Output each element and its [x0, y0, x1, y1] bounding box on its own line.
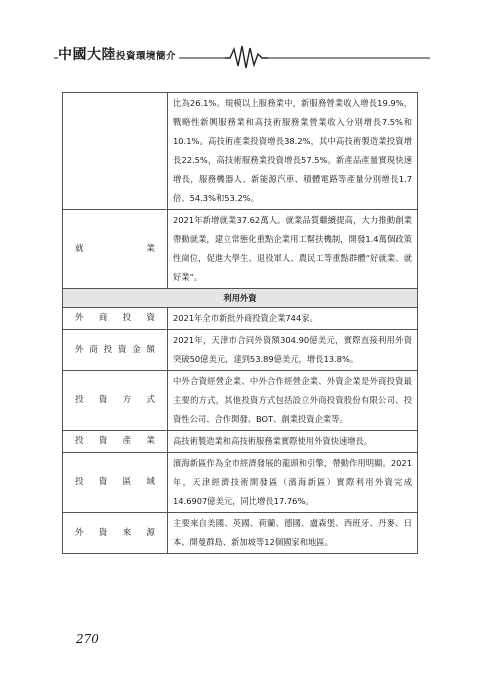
row-label: 外商投資金額: [63, 330, 168, 371]
row-label: 投資產業: [63, 431, 168, 453]
row-content: 濱海新區作為全市經濟發展的龍頭和引擎，帶動作用明顯。2021年，天津經濟技術開發區（濱海新區）實際利用外資完成14.6907億美元，同比增長17.76%。: [168, 453, 418, 513]
section-title: 利用外資: [63, 289, 418, 308]
row-label: 外資來源: [63, 513, 168, 554]
table-row: [63, 93, 418, 210]
table-row: [63, 513, 418, 554]
page-number: 270: [76, 632, 99, 646]
row-label: 投資區域: [63, 453, 168, 513]
section-header-row: [63, 289, 418, 308]
table-row: [63, 453, 418, 513]
page-header: [50, 40, 430, 70]
header-title-sub: 投資環境簡介: [116, 51, 177, 62]
row-label: 外商投資: [63, 308, 168, 330]
row-content: 2021年，天津市合同外資額304.90億美元，實際直接利用外資突破50億美元，達到53.89億美元，增長13.8%。: [168, 330, 418, 371]
table-row: [63, 431, 418, 453]
header-title-main: 中國大陸: [58, 47, 116, 63]
row-label: 投資方式: [63, 371, 168, 431]
table-row: [63, 210, 418, 289]
table-row: [63, 308, 418, 330]
investment-info-table: [62, 92, 418, 554]
row-content: 主要來自美國、英國、荷蘭、德國、盧森堡、西班牙、丹麥、日本、開曼群島、新加坡等12個國家和地區。: [168, 513, 418, 554]
row-label: [63, 93, 168, 210]
header-title: [58, 44, 179, 64]
row-content: 中外合資經營企業、中外合作經營企業、外資企業是外商投資最主要的方式，其他投資方式包括設立外商投資股份有限公司、投資性公司、合作開發、BOT、創業投資企業等。: [168, 371, 418, 431]
table-row: [63, 371, 418, 431]
table-row: [63, 330, 418, 371]
row-content: 2021年全市新批外商投資企業744家。: [168, 308, 418, 330]
row-content: 比為26.1%。規模以上服務業中，新服務營業收入增長19.9%，戰略性新興服務業和高技術服務業營業收入分別增長7.5%和10.1%。高技術產業投資增長38.2%，其中高技術製造業投資增長22.5%，高技術服務業投資增長57.5%。新產品產量實現快速增長，服務機器人、新能源汽車、積體電路等產量分別增長1.7倍、54.3%和53.2%。: [168, 93, 418, 210]
row-content: 2021年新增就業37.62萬人。就業品質繼續提高，大力推動創業帶動就業，建立常態化重點企業用工幫扶機制，開發1.4萬個政策性崗位，促進大學生、退役軍人、農民工等重點群體“好就業、就好業”。: [168, 210, 418, 289]
row-label: 就業: [63, 210, 168, 289]
row-content: 高技術製造業和高技術服務業實際使用外資快速增長。: [168, 431, 418, 453]
